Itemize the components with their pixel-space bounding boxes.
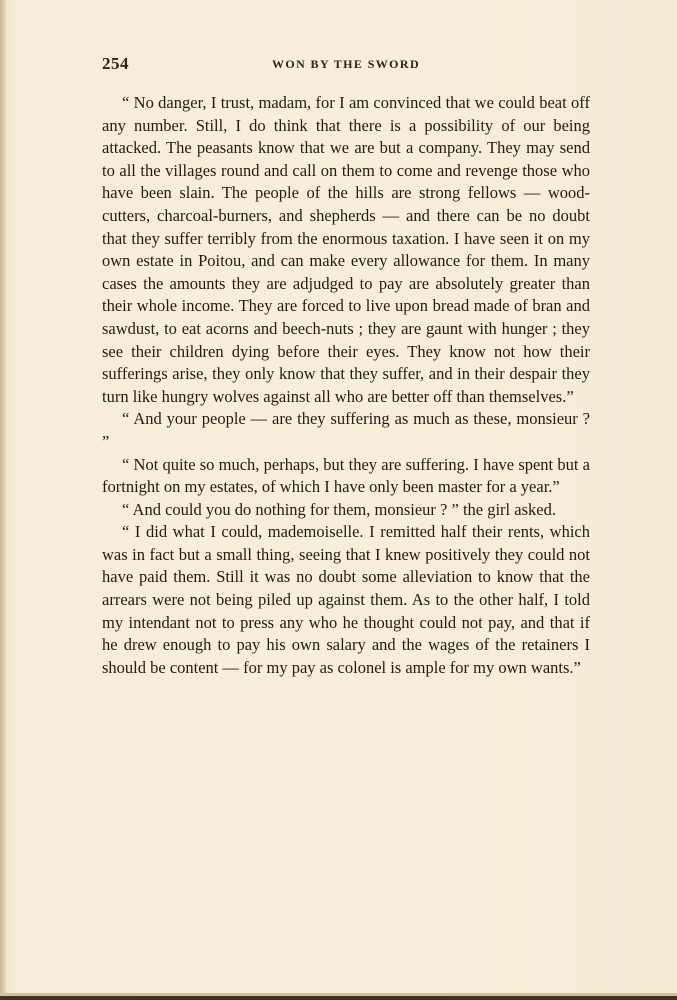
paragraph: “ I did what I could, mademoiselle. I remitted half their rents, which was in fact but a small thing, seeing that I knew positively they could not have paid them. Still it was no doubt some alleviation to know that the arrears were not being piled up against them. As to the other half, I told my intendant not to press any who he thought could not pay, and that if he drew enough to pay his own salary and the wages of the retainers I should be content — for my pay as colonel is ample for my own wants.” bbox=[102, 522, 590, 677]
page-binding-edge bbox=[0, 0, 6, 1000]
paragraph: “ Not quite so much, perhaps, but they are suffering. I have spent but a fortnight on my estates, of which I have only been master for a year.” bbox=[102, 454, 590, 497]
running-title: WON BY THE SWORD bbox=[271, 57, 421, 71]
paragraph: “ And your people — are they suffering as much as these, monsieur ? ” bbox=[102, 409, 590, 451]
body-text bbox=[102, 92, 590, 679]
page-bottom-edge bbox=[0, 996, 677, 1000]
paragraph: “ And could you do nothing for them, monsieur ? ” the girl asked. bbox=[122, 499, 556, 519]
page-number: 254 bbox=[102, 54, 129, 73]
page-header bbox=[102, 54, 590, 78]
paragraph: “ No danger, I trust, madam, for I am convinced that we could beat off any number. Still, I do think that there is a possibility of our being attacked. The peasants know that we are but a company. They may send to all the villages round and call on them to come and revenge those who have been slain. The people of the hills are strong fellows — wood-cutters, charcoal-burners, and shepherds — and there can be no doubt that they suffer terribly from the enormous taxation. I have seen it on my own estate in Poitou, and can make every allowance for them. In many cases the amounts they are adjudged to pay are absolutely greater than their whole income. They are forced to live upon bread made of bran and sawdust, to eat acorns and beech-nuts ; they are gaunt with hunger ; they see their children dying before their eyes. They know not how their sufferings arise, they only know that they suffer, and in their despair they turn like hungry wolves against all who are better off than themselves.” bbox=[102, 93, 590, 406]
